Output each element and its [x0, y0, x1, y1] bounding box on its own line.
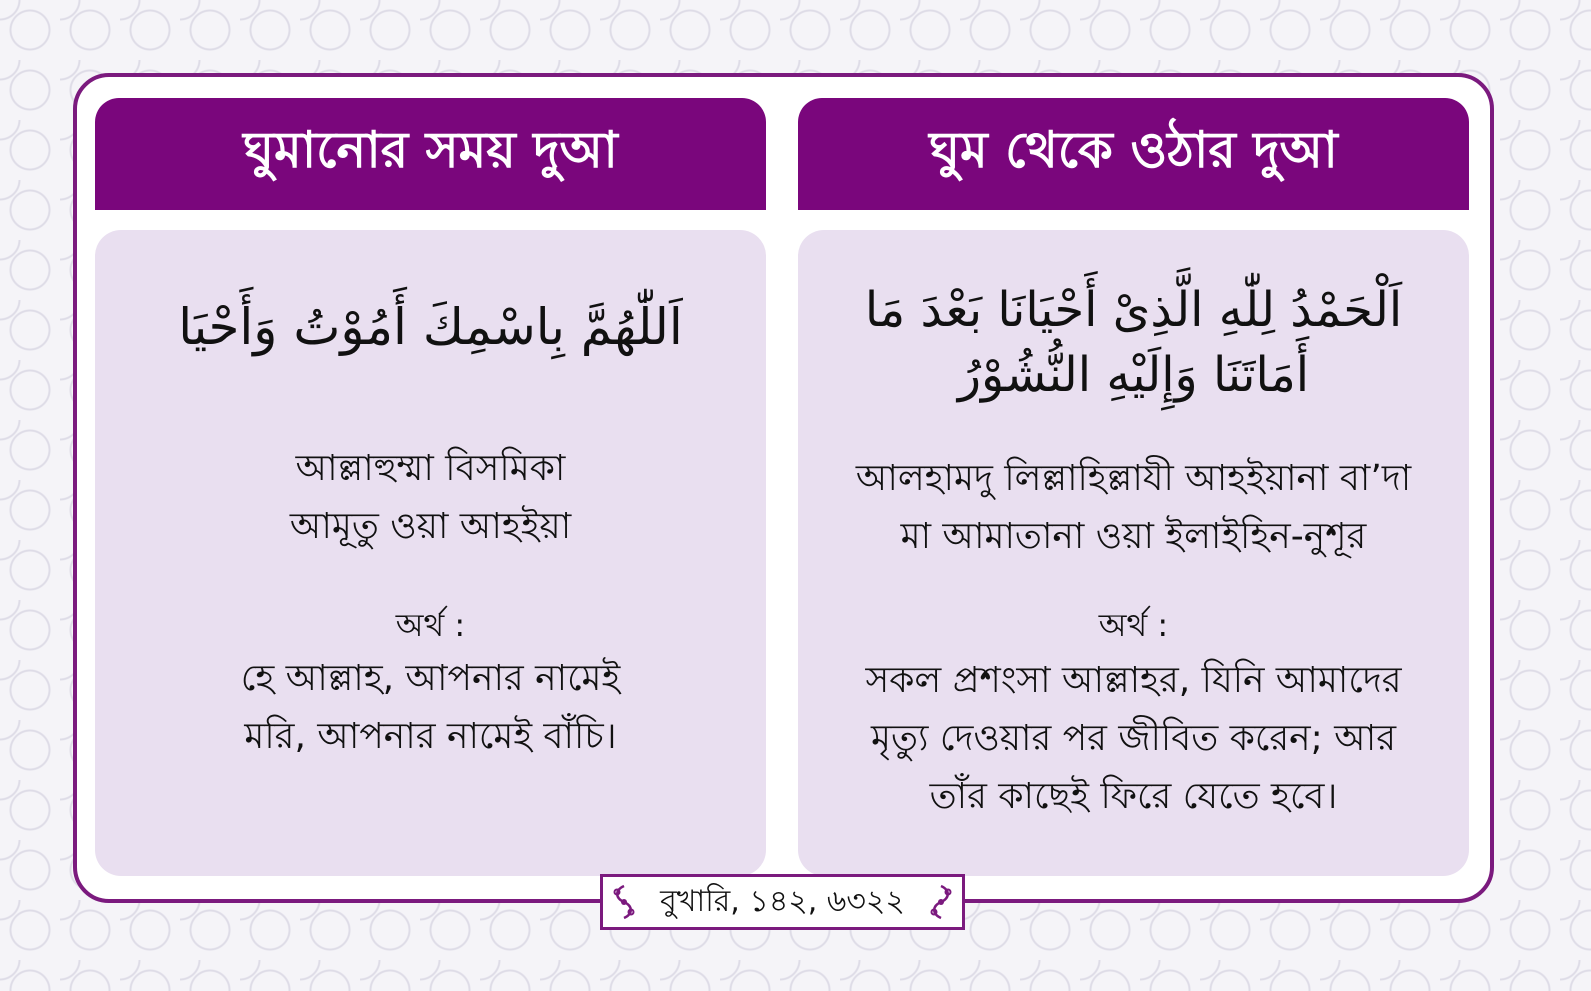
- meaning-label: অর্থ :: [395, 606, 466, 644]
- meaning-line: তাঁর কাছেই ফিরে যেতে হবে।: [929, 776, 1338, 817]
- sleep-dua-meaning: [115, 650, 746, 766]
- meaning-line: মরি, আপনার নামেই বাঁচি।: [244, 716, 617, 757]
- sleep-dua-title: ঘুমানোর সময় দুআ: [95, 98, 766, 210]
- transliteration-line: মা আমাতানা ওয়া ইলাইহিন-নুশূর: [900, 516, 1367, 557]
- meaning-line: সকল প্রশংসা আল্লাহর, যিনি আমাদের: [865, 660, 1402, 701]
- sleep-dua-card: [95, 98, 766, 876]
- source-reference: [600, 874, 965, 930]
- meaning-label: অর্থ :: [1098, 606, 1169, 644]
- sleep-dua-body: [95, 230, 766, 876]
- meaning-line: হে আল্লাহ, আপনার নামেই: [240, 658, 621, 699]
- sleep-dua-transliteration: [115, 440, 746, 556]
- floral-ornament-icon: [611, 882, 637, 922]
- transliteration-line: আল্লাহুম্মা বিসমিকা: [295, 448, 566, 489]
- floral-ornament-icon: [928, 882, 954, 922]
- wakeup-dua-arabic: [818, 278, 1449, 408]
- arabic-line: أَمَاتَنَا وَإِلَيْهِ النُّشُوْرُ: [957, 346, 1310, 403]
- wakeup-dua-meaning: [818, 652, 1449, 826]
- wakeup-dua-body: [798, 230, 1469, 876]
- source-text: বুখারি, ১৪২, ৬৩২২: [660, 883, 905, 919]
- transliteration-line: আলহামদু লিল্লাহিল্লাযী আহইয়ানা বা’দা: [855, 458, 1412, 499]
- meaning-line: মৃত্যু দেওয়ার পর জীবিত করেন; আর: [870, 718, 1397, 759]
- sleep-dua-arabic: اَللّٰهُمَّ بِاسْمِكَ أَمُوْتُ وَأَحْيَا: [178, 298, 683, 356]
- wakeup-dua-transliteration: [818, 450, 1449, 566]
- arabic-line: اَلْحَمْدُ لِلّٰهِ الَّذِىْ أَحْيَانَا بَعْدَ مَا: [864, 282, 1403, 338]
- wakeup-dua-card: [798, 98, 1469, 876]
- transliteration-line: আমূতু ওয়া আহইয়া: [289, 506, 572, 547]
- wakeup-dua-title: ঘুম থেকে ওঠার দুআ: [798, 98, 1469, 210]
